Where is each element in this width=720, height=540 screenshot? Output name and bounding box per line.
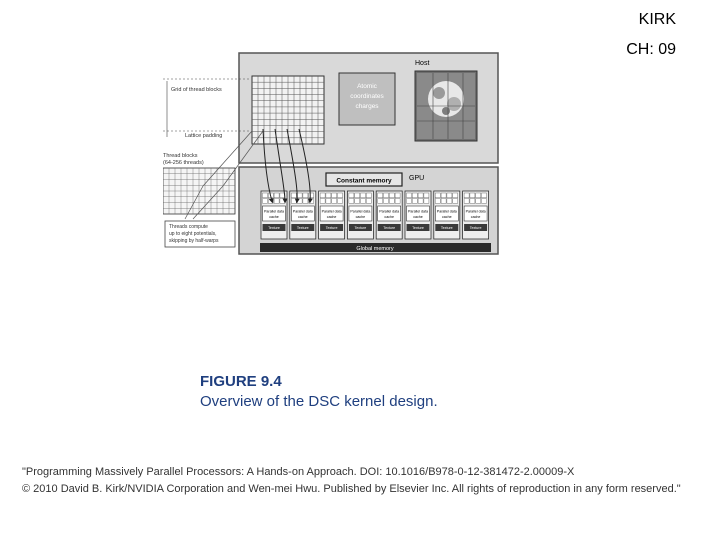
pdc-label: Parallel data [292, 209, 313, 214]
citation-line-2: © 2010 David B. Kirk/NVIDIA Corporation and Wen-mei Hwu. Published by Elsevier Inc. All rights of reproduction in any form reserved." [22, 483, 681, 495]
pdc-label: Parallel data [465, 209, 486, 214]
pdc-label: cache [384, 215, 394, 219]
molecule-image [415, 71, 477, 141]
atomic-label-1: Atomic [357, 83, 377, 90]
pdc-label: cache [355, 215, 366, 219]
texture-label: Texture [412, 226, 424, 231]
threads-note-1: Threads compute [169, 224, 208, 230]
pdc-label: Parallel data [350, 209, 371, 214]
grid-label: Grid of thread blocks [171, 87, 222, 93]
streaming-multiprocessor [347, 191, 373, 239]
streaming-multiprocessor [319, 191, 345, 239]
thread-block-grid [163, 168, 235, 214]
gpu-label: GPU [409, 175, 425, 182]
pdc-label: cache [298, 215, 308, 219]
pdc-label: cache [413, 215, 423, 219]
texture-label: Texture [469, 226, 482, 231]
citation-line-1: "Programming Massively Parallel Processors: A Hands-on Approach. DOI: 10.1016/B978-0-12-381472-2.00009-X [22, 466, 575, 478]
texture-label: Texture [383, 226, 396, 231]
streaming-multiprocessor [434, 191, 460, 239]
global-memory-label: Global memory [356, 246, 394, 252]
thread-blocks-label-1: Thread blocks [163, 153, 198, 159]
figure-caption [200, 372, 438, 412]
citation [22, 464, 681, 498]
pdc-label: Parallel data [321, 209, 342, 214]
pdc-label: Parallel data [264, 209, 284, 214]
lattice-label: Lattice padding [185, 133, 223, 139]
host-label: Host [415, 60, 430, 67]
pdc-label: cache [326, 215, 337, 219]
caption-text: Overview of the DSC kernel design. [200, 393, 438, 410]
streaming-multiprocessor [376, 191, 402, 239]
streaming-multiprocessor [405, 191, 431, 239]
streaming-multiprocessor [290, 191, 316, 239]
header-chapter: CH: 09 [626, 41, 676, 58]
texture-label: Texture [325, 226, 338, 231]
header-author: KIRK [638, 11, 676, 28]
threads-note-2: up to eight potentials, [169, 231, 217, 237]
pdc-label: Parallel data [379, 209, 400, 214]
streaming-multiprocessor [261, 191, 287, 239]
dsc-kernel-diagram [163, 51, 500, 258]
texture-label: Texture [296, 226, 309, 231]
atomic-label-3: charges [355, 103, 379, 110]
texture-label: Texture [268, 226, 280, 231]
texture-label: Texture [440, 226, 453, 231]
pdc-label: Parallel data [436, 209, 457, 214]
pdc-label: cache [442, 215, 452, 219]
thread-blocks-label-2: (64-256 threads) [163, 160, 204, 166]
pdc-label: cache [470, 215, 481, 219]
caption-label: FIGURE 9.4 [200, 373, 282, 390]
pdc-label: Parallel data [408, 209, 428, 214]
atomic-label-2: coordinates [350, 93, 384, 100]
texture-label: Texture [354, 226, 367, 231]
constant-memory-label: Constant memory [336, 177, 392, 185]
threads-note-3: skipping by half-warps [169, 238, 219, 244]
streaming-multiprocessor [463, 191, 489, 239]
pdc-label: cache [269, 215, 279, 219]
